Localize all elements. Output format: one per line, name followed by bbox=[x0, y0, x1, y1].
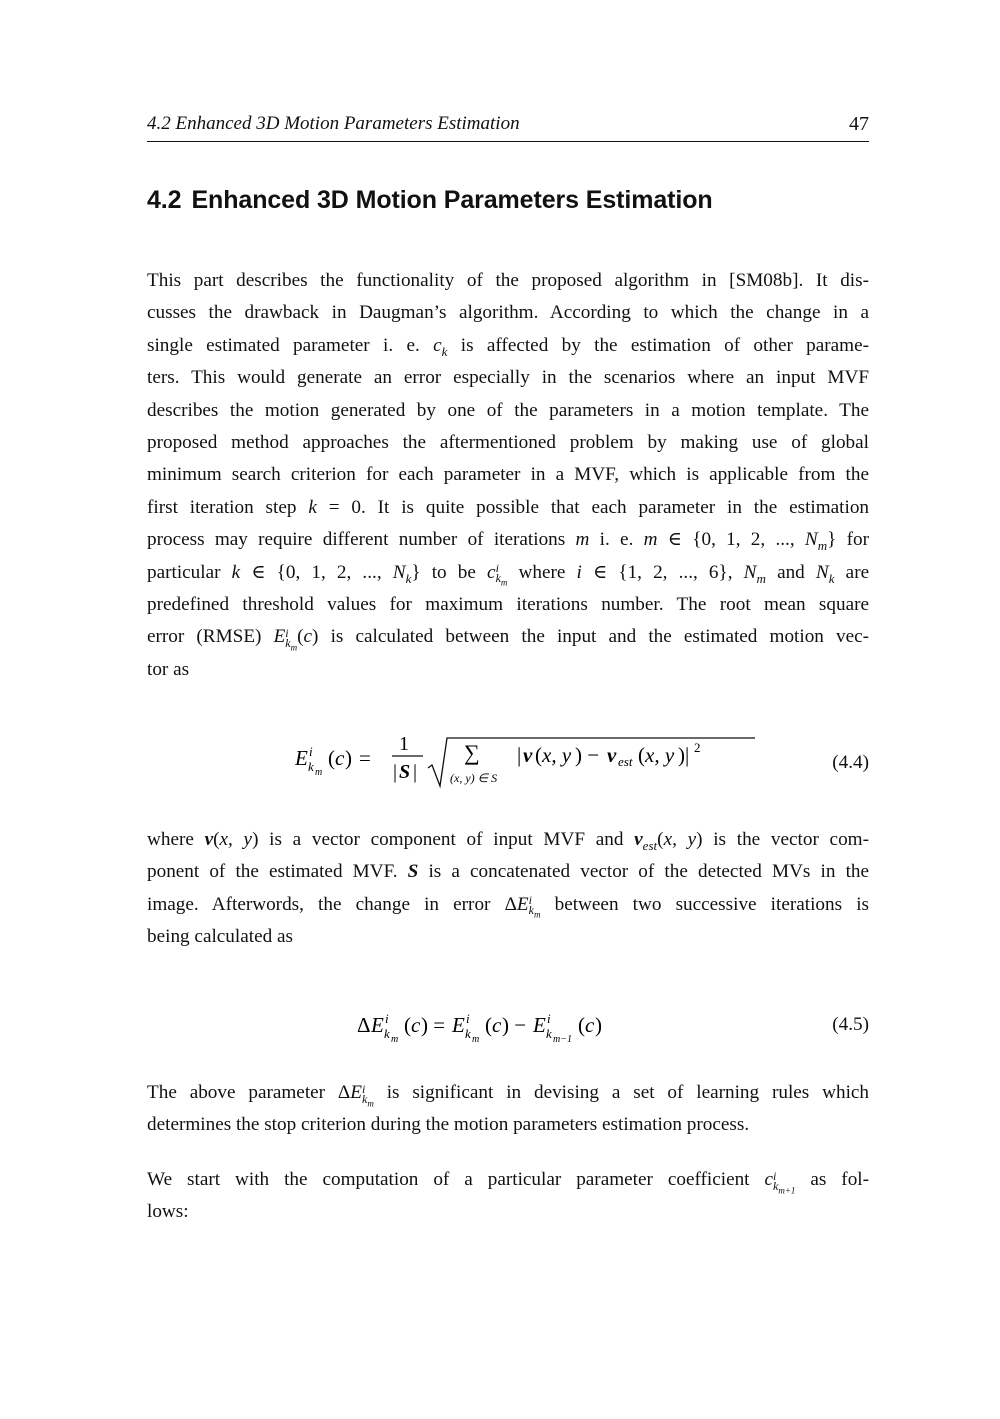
svg-text:(x, y) ∈ S: (x, y) ∈ S bbox=[450, 771, 498, 785]
svg-text:m: m bbox=[391, 1034, 399, 1045]
svg-text:): ) bbox=[595, 1013, 602, 1037]
text-line: tor as bbox=[147, 658, 190, 680]
svg-text:1: 1 bbox=[399, 733, 409, 755]
svg-text:c: c bbox=[411, 1013, 421, 1037]
text-line: single estimated parameter i. e. $c_k$ is affected by the estimation of other parame- bbox=[147, 334, 870, 359]
text-line: The above parameter ΔE i $k_m$ is significant in devising a set of learning rules which bbox=[147, 1081, 870, 1108]
text-line: cusses the drawback in Daugman’s algorithm. According to which the change in a bbox=[147, 302, 869, 324]
svg-text:m−1: m−1 bbox=[553, 1034, 572, 1045]
svg-text:(: ( bbox=[638, 743, 645, 767]
svg-text:S: S bbox=[399, 761, 411, 783]
text-line: ponent of the estimated MVF. S is a concatenated vector of the detected MVs in the bbox=[147, 861, 870, 883]
svg-text:|: | bbox=[413, 761, 418, 783]
text-line: where v(x, y) is a vector component of input MVF and $v_{est}(x$, y) is the vector com- bbox=[147, 829, 869, 853]
svg-text:) −: ) − bbox=[502, 1013, 527, 1037]
svg-text:c: c bbox=[335, 746, 345, 770]
svg-text:E: E bbox=[452, 1013, 465, 1037]
text-line: lows: bbox=[147, 1201, 189, 1223]
equation-number: (4.5) bbox=[832, 1014, 869, 1035]
svg-text:2: 2 bbox=[694, 740, 701, 755]
svg-text:Δ: Δ bbox=[357, 1013, 371, 1037]
paragraph-coefficient bbox=[147, 1164, 869, 1229]
running-head bbox=[147, 113, 869, 143]
equation-4-4 bbox=[147, 730, 869, 790]
svg-text:k: k bbox=[384, 1026, 390, 1041]
text-line: We start with the computation of a particular parameter coefficient c i $k_{m+1}$ as fol- bbox=[147, 1168, 870, 1195]
text-line: error (RMSE) E i $k_m$ (c) is calculated between the input and the estimated motion vec- bbox=[147, 625, 870, 653]
svg-text:|: | bbox=[517, 743, 522, 767]
text-line: image. Afterwords, the change in error ΔE i $k_m$ between two successive iterations is bbox=[147, 893, 870, 920]
svg-text:i: i bbox=[309, 744, 313, 759]
paragraph-intro bbox=[147, 265, 869, 686]
svg-text:k: k bbox=[465, 1026, 471, 1041]
svg-text:(: ( bbox=[404, 1013, 411, 1037]
text-line: ters. This would generate an error especially in the scenarios where an input MVF bbox=[147, 367, 869, 389]
svg-text:|: | bbox=[393, 761, 398, 783]
svg-text:)|: )| bbox=[678, 743, 690, 767]
delta-error-formula bbox=[357, 1002, 677, 1048]
svg-text:) −: ) − bbox=[575, 743, 600, 767]
svg-text:x, y: x, y bbox=[645, 743, 675, 767]
svg-text:(: ( bbox=[328, 746, 335, 770]
svg-text:i: i bbox=[547, 1011, 551, 1026]
svg-text:∑: ∑ bbox=[464, 740, 480, 765]
section-title: Enhanced 3D Motion Parameters Estimation bbox=[191, 186, 713, 214]
svg-text:k: k bbox=[308, 759, 314, 774]
section-heading bbox=[147, 186, 713, 215]
svg-text:(: ( bbox=[535, 743, 542, 767]
text-line: proposed method approaches the aftermentioned problem by making use of global bbox=[147, 431, 869, 453]
svg-text:E: E bbox=[371, 1013, 384, 1037]
svg-text:k: k bbox=[546, 1026, 552, 1041]
equation-number: (4.4) bbox=[832, 752, 869, 773]
text-line: determines the stop criterion during the motion parameters estimation process. bbox=[147, 1114, 750, 1136]
svg-text:i: i bbox=[466, 1011, 470, 1026]
svg-text:x, y: x, y bbox=[542, 743, 572, 767]
section-number: 4.2 bbox=[147, 186, 182, 214]
svg-text:E: E bbox=[295, 746, 308, 770]
header-rule bbox=[147, 141, 869, 142]
text-line: minimum search criterion for each parameter in a MVF, which is applicable from the bbox=[147, 464, 869, 486]
svg-text:(: ( bbox=[578, 1013, 585, 1037]
svg-text:(: ( bbox=[485, 1013, 492, 1037]
running-head-title: 4.2 Enhanced 3D Motion Parameters Estimation bbox=[147, 113, 520, 134]
text-line: predefined threshold values for maximum iterations number. The root mean square bbox=[147, 593, 869, 615]
svg-text:v: v bbox=[523, 743, 533, 767]
text-line: process may require different number of iterations m i. e. m ∈ {0, 1, 2, ..., $N_m$} for bbox=[147, 529, 870, 553]
text-line: describes the motion generated by one of the parameters in a motion template. The bbox=[147, 399, 869, 421]
svg-text:v: v bbox=[607, 743, 617, 767]
equation-4-5 bbox=[147, 1002, 869, 1048]
svg-text:m: m bbox=[472, 1034, 480, 1045]
svg-text:): ) bbox=[345, 746, 352, 770]
svg-text:c: c bbox=[585, 1013, 595, 1037]
text-line: being calculated as bbox=[147, 926, 293, 948]
svg-text:) =: ) = bbox=[421, 1013, 446, 1037]
svg-text:c: c bbox=[492, 1013, 502, 1037]
svg-text:=: = bbox=[359, 746, 371, 770]
rmse-formula bbox=[295, 730, 755, 790]
text-line: first iteration step k = 0. It is quite possible that each parameter in the estimation bbox=[147, 496, 870, 518]
page-number: 47 bbox=[849, 113, 869, 135]
svg-text:E: E bbox=[533, 1013, 546, 1037]
paragraph-vectors bbox=[147, 824, 869, 954]
paragraph-learning-rules bbox=[147, 1077, 869, 1142]
svg-text:m: m bbox=[315, 767, 323, 778]
text-line: This part describes the functionality of the proposed algorithm in [SM08b]. It dis- bbox=[147, 270, 869, 291]
svg-text:i: i bbox=[385, 1011, 389, 1026]
svg-text:est: est bbox=[618, 754, 633, 769]
text-line: particular k ∈ {0, 1, 2, ..., $N_k$} to be c i $k_m$ where i ∈ {1, 2, ..., 6}, $N_m$ and $N_k$ are bbox=[147, 561, 870, 588]
